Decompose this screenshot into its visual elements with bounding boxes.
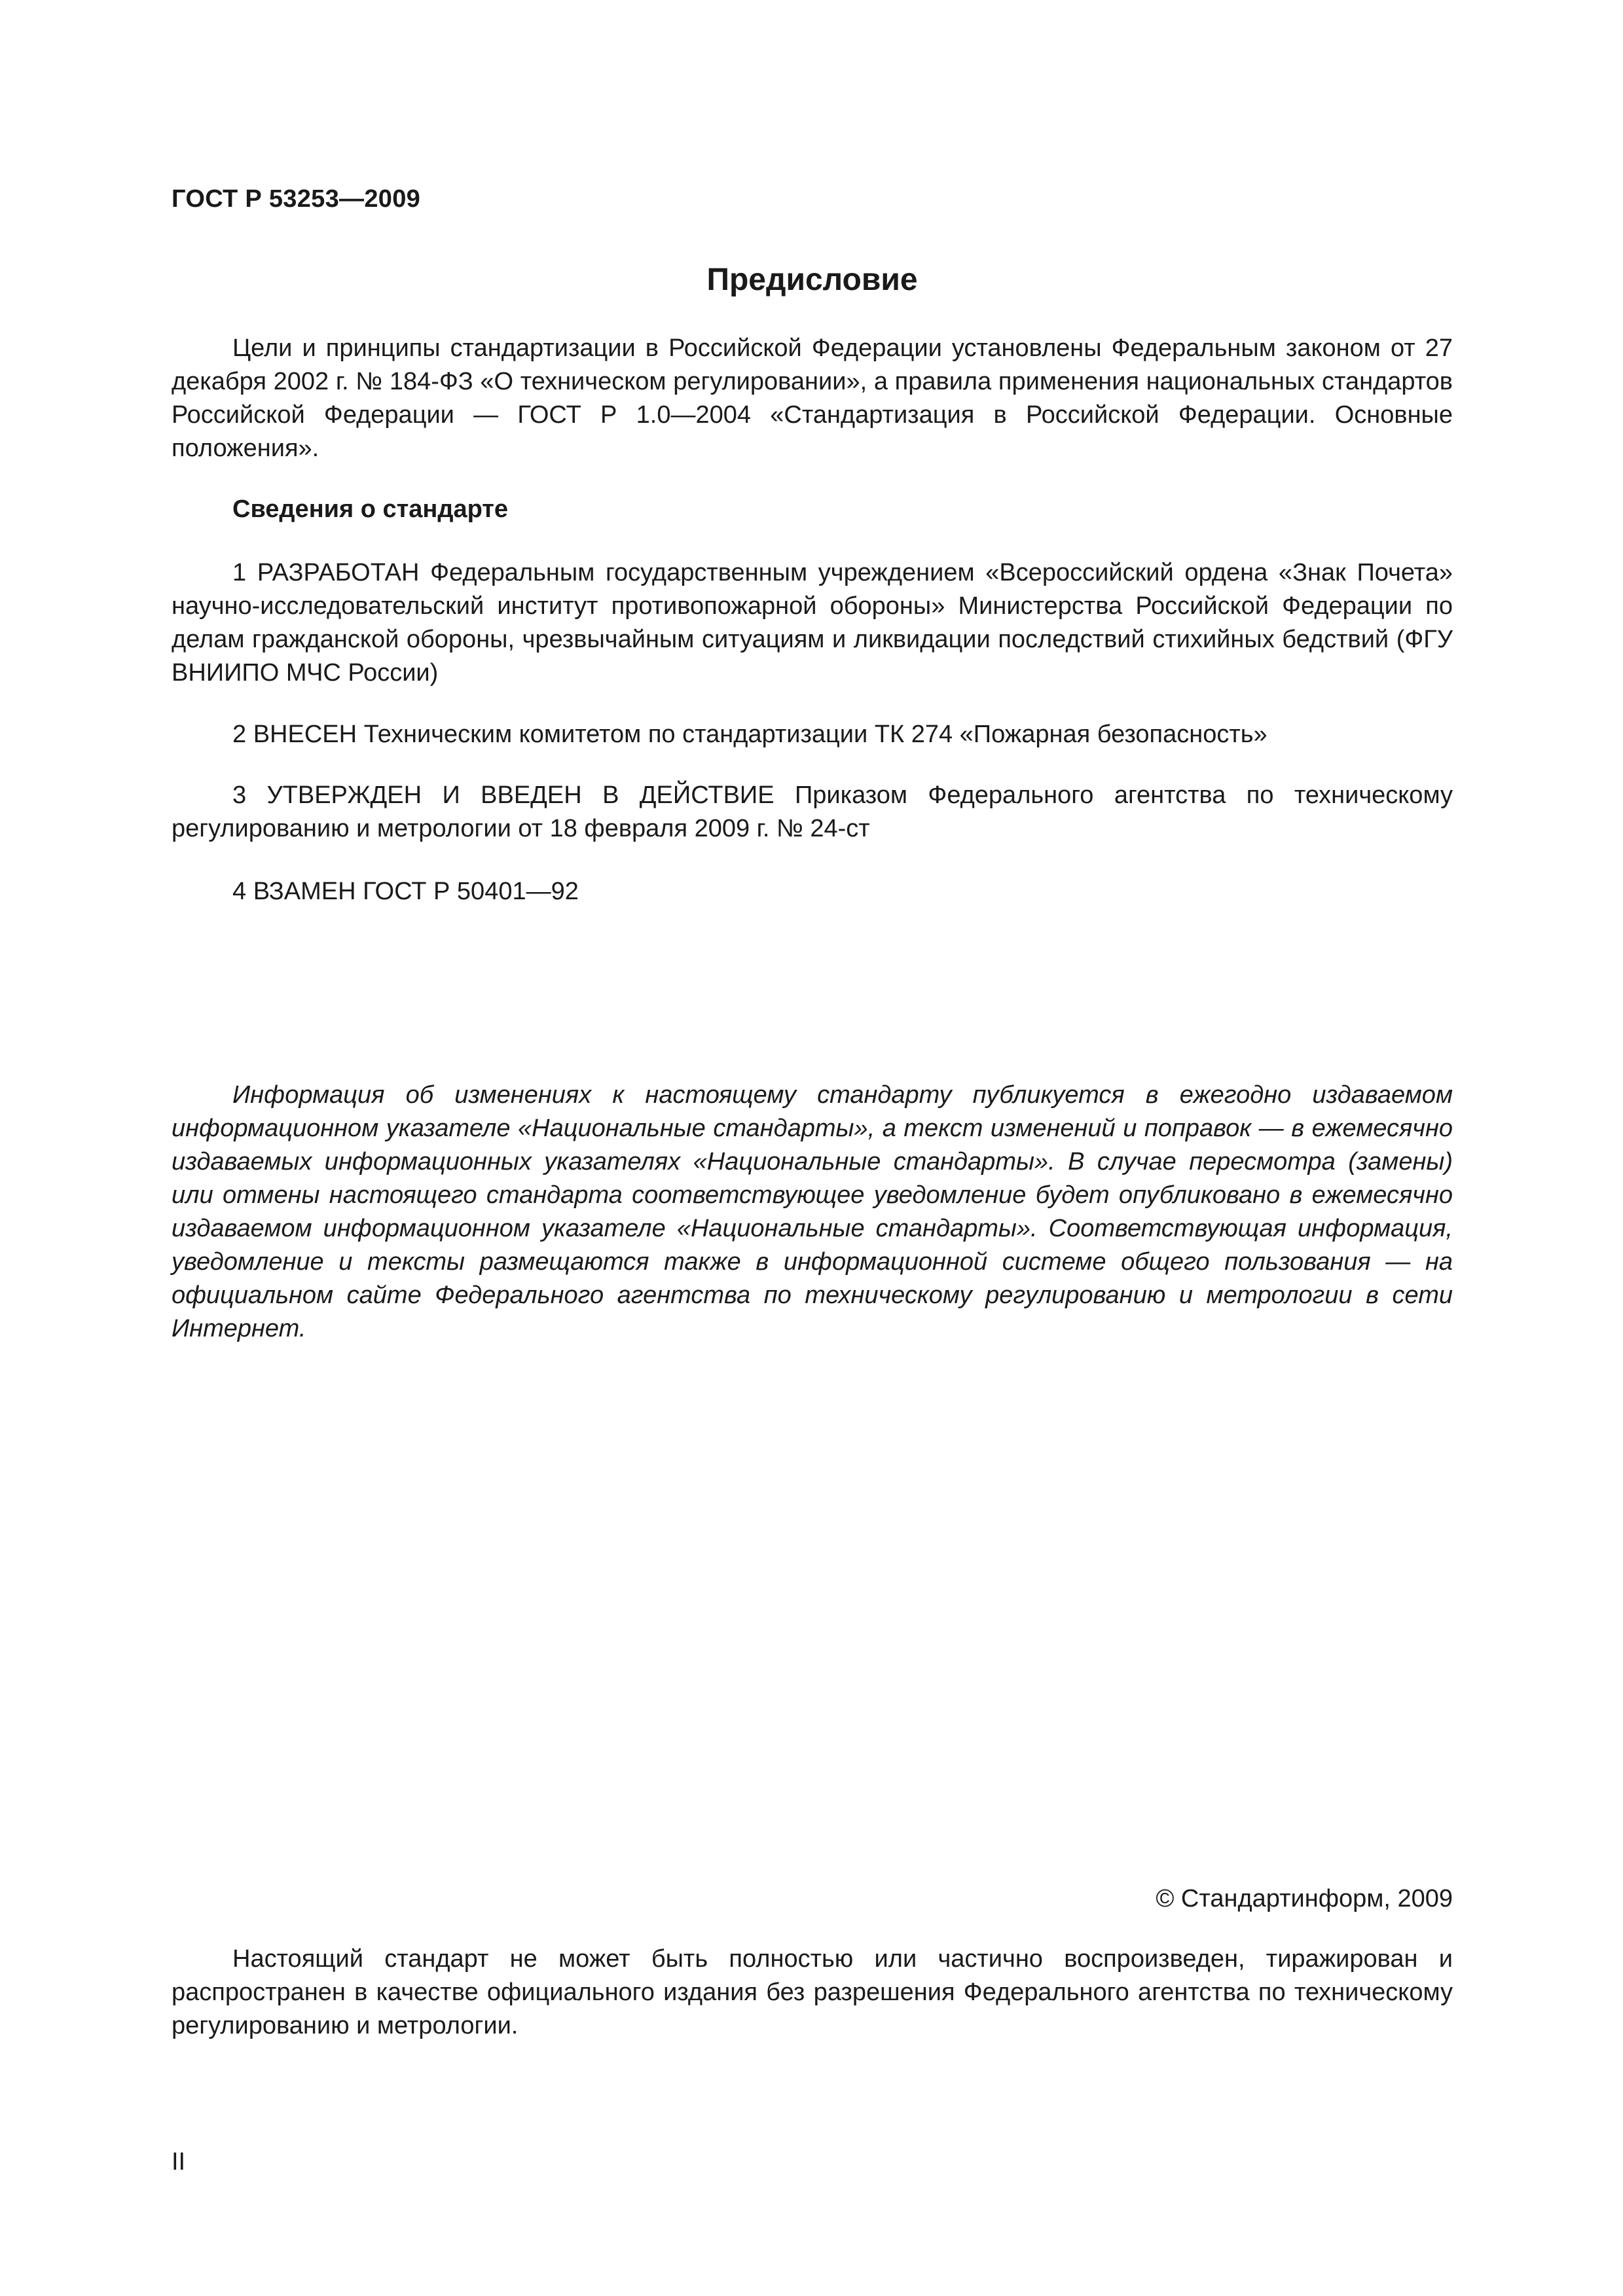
notice-paragraph: Информация об изменениях к настоящему стандарту публикуется в ежегодно издаваемом информационном указателе «Национальные стандарты», а текст изменений и поправок — в ежемесячно издаваемых информационных указателях «Национальные стандарты». В случае пересмотра (замены) или отмены настоящего стандарта соответствующее уведомление будет опубликовано в ежемесячно издаваемом информационном указателе «Национальные стандарты». Соответствующая информация, уведомление и тексты размещаются также в информационной системе общего пользования — на официальном сайте Федерального агентства по техническому регулированию и метрологии в сети Интернет. bbox=[172, 1081, 1453, 1342]
intro-paragraph: Цели и принципы стандартизации в Российской Федерации установлены Федеральным законом от 27 декабря 2002 г. № 184-ФЗ «О техническом регулировании», а правила применения национальных стандартов Российской Федерации — ГОСТ Р 1.0—2004 «Стандартизация в Российской Федерации. Основные положения». bbox=[172, 334, 1453, 462]
item-2-paragraph: 2 ВНЕСЕН Техническим комитетом по стандартизации ТК 274 «Пожарная безопасность» bbox=[232, 721, 1267, 748]
item-3-paragraph: 3 УТВЕРЖДЕН И ВВЕДЕН В ДЕЙСТВИЕ Приказом Федерального агентства по техническому регулированию и метрологии от 18 февраля 2009 г. № 24-ст bbox=[172, 781, 1453, 842]
section-heading: Сведения о стандарте bbox=[232, 495, 509, 523]
item-1-paragraph: 1 РАЗРАБОТАН Федеральным государственным учреждением «Всероссийский ордена «Знак Почета» научно-исследовательский институт противопожарной обороны» Министерства Российской Федерации по делам гражданской обороны, чрезвычайным ситуациям и ликвидации последствий стихийных бедствий (ФГУ ВНИИПО МЧС России) bbox=[172, 559, 1453, 687]
page-number: II bbox=[172, 2148, 186, 2176]
document-code: ГОСТ Р 53253—2009 bbox=[172, 185, 421, 213]
copyright-notice: © Стандартинформ, 2009 bbox=[1156, 1885, 1453, 1912]
page-title: Предисловие bbox=[706, 262, 918, 297]
item-4-paragraph: 4 ВЗАМЕН ГОСТ Р 50401—92 bbox=[232, 878, 579, 905]
restriction-paragraph: Настоящий стандарт не может быть полностью или частично воспроизведен, тиражирован и распространен в качестве официального издания без разрешения Федерального агентства по техническому регулированию и метрологии. bbox=[172, 1945, 1453, 2039]
